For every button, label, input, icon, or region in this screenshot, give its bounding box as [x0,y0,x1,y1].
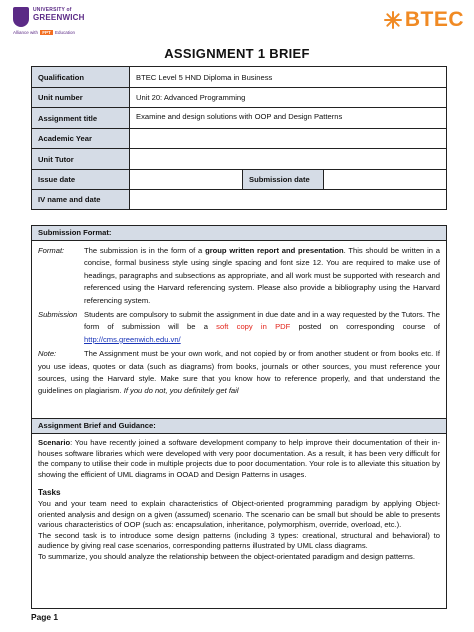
tasks-heading: Tasks [38,488,61,498]
alliance-line: Alliance with FPT Education [13,30,76,35]
qualification-label: Qualification [32,67,130,88]
table-row [32,149,447,170]
submission-format-box [31,225,447,420]
tasks-paragraph-3: To summarize, you should analyze the relationship between the object-orientated paradigm and design patterns. [38,551,415,561]
assignment-title-label: Assignment title [32,108,130,129]
academic-year-value [130,129,447,149]
assignment-title-value: Examine and design solutions with OOP and Design Patterns [130,108,447,129]
assignment-info-table [31,66,447,210]
page-number: Page 1 [31,612,59,622]
table-row [32,190,447,210]
issue-date-label: Issue date [32,170,130,190]
table-row [32,88,447,108]
assignment-brief-heading: Assignment Brief and Guidance: [32,418,446,434]
submission-key: Submission [38,310,78,320]
note-key: Note: [38,349,57,359]
note-text: The Assignment must be your own work, and not copied by or from another student or from books etc. If you use ideas, quotes or data (such as diagrams) from books, journals or other sources, you must reference your sources, using the Harvard style. Make sure that you know how to reference properly, and that understand the guidelines on plagiarism. If you do not, you definitely get fail [38,349,440,396]
qualification-value: BTEC Level 5 HND Diploma in Business [130,67,447,88]
submission-date-label: Submission date [243,170,324,190]
soft-copy-note: soft copy in PDF [216,322,291,332]
iv-name-date-value [130,190,447,210]
submission-format-heading: Submission Format: [32,226,446,241]
unit-tutor-value [130,149,447,170]
crest-icon [13,7,29,27]
issue-date-value [130,170,243,190]
submission-date-value [324,170,447,190]
btec-logo [384,6,464,34]
university-of-greenwich-logo [13,7,133,39]
format-text: The submission is in the form of a group written report and presentation. This should be written in a concise, formal business style using single spacing and font size 12. You are required to make use of headings, paragraphs and subsections as appropriate, and all work must be supported with research and referenced using the Harvard referencing system. Please also provide a bibliography using the Harvard referencing system. [84,246,440,305]
table-row [32,129,447,149]
table-row [32,170,447,190]
format-row [38,245,440,307]
btec-wordmark: BTEC [404,8,464,31]
submission-row [38,309,440,346]
iv-name-date-label: IV name and date [32,190,130,210]
table-row [32,108,447,129]
tasks-paragraph-1: You and your team need to explain characteristics of Object-oriented programming paradigm by applying Object-oriented analysis and design on a given (assumed) scenario. The scenario can be small but should be able to presents various characteristics of OOP (such as: encapsulation, inheritance, polymorphism, override, overload, etc.). [38,498,440,530]
assignment-brief-box [31,418,447,609]
fpt-badge: FPT [42,30,51,35]
university-name: UNIVERSITY of GREENWICH [33,7,85,22]
unit-tutor-label: Unit Tutor [32,149,130,170]
btec-burst-icon [384,11,402,29]
submission-format-body [32,241,446,402]
scenario-paragraph: Scenario: You have recently joined a software development company to help improve their documentation of their in-houses software libraries which were developed with very poor documentation. As a result, it has been very difficult for the company to utilise their code in multiple projects due to poor documentation. Your role is to alleviate this situation by showing the efficient of UML diagrams in OOAD and Design Patterns in usages. [38,438,440,479]
unit-number-label: Unit number [32,88,130,108]
unit-number-value: Unit 20: Advanced Programming [130,88,447,108]
format-key: Format: [38,246,65,255]
tasks-paragraph-2: The second task is to introduce some design patterns (including 3 types: creational, structural and behavioral) to audience by giving real case scenarios, corresponding patterns illustrated by UML class diagrams. [38,530,440,551]
cms-link[interactable]: http://cms.greenwich.edu.vn/ [84,334,181,344]
page-title: ASSIGNMENT 1 BRIEF [164,46,310,61]
table-row [32,67,447,88]
academic-year-label: Academic Year [32,129,130,149]
submission-text: Students are compulsory to submit the assignment in due date and in a way requested by the Tutors. The form of submission will be a soft copy in PDF posted on corresponding course of http://cms.greenwich.edu.vn/ [84,310,440,344]
assignment-brief-body [32,434,446,567]
